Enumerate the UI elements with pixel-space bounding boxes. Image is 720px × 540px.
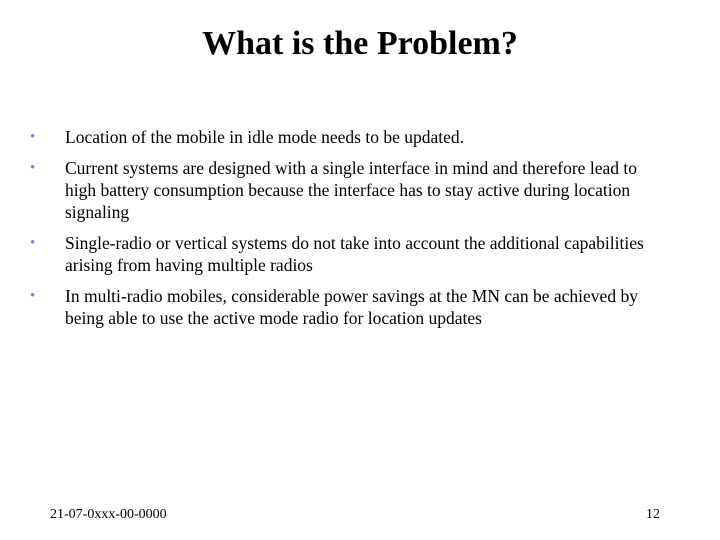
page-number: 12 <box>646 507 660 522</box>
bullet-item <box>30 285 670 329</box>
bullet-list <box>30 126 670 338</box>
bullet-text: Current systems are designed with a single interface in mind and therefore lead to high battery consumption because the interface has to stay active during location signaling <box>65 158 637 222</box>
document-id-footer: 21-07-0xxx-00-0000 <box>50 507 167 522</box>
bullet-icon: • <box>30 129 36 145</box>
bullet-text: In multi-radio mobiles, considerable power savings at the MN can be achieved by being able to use the active mode radio for location updates <box>65 286 638 328</box>
bullet-icon: • <box>30 288 36 304</box>
bullet-item <box>30 232 670 276</box>
bullet-item <box>30 126 670 148</box>
slide-title: What is the Problem? <box>202 25 518 62</box>
bullet-icon: • <box>30 235 36 251</box>
bullet-icon: • <box>30 160 36 176</box>
bullet-item <box>30 157 670 223</box>
bullet-text: Single-radio or vertical systems do not take into account the additional capabilities arising from having multiple radios <box>65 233 644 275</box>
bullet-text: Location of the mobile in idle mode needs to be updated. <box>65 127 464 147</box>
